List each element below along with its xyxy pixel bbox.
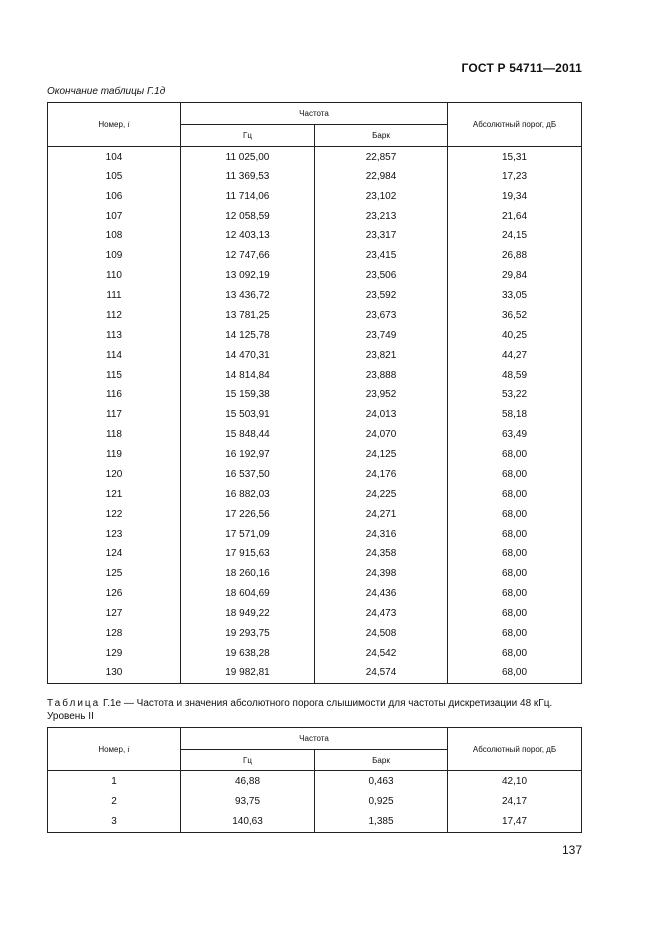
cell-bark: 23,102 bbox=[315, 186, 448, 206]
cell-threshold: 17,47 bbox=[448, 812, 582, 833]
cell-number: 112 bbox=[48, 306, 181, 326]
cell-number: 118 bbox=[48, 425, 181, 445]
cell-bark: 24,125 bbox=[315, 445, 448, 465]
cell-threshold: 68,00 bbox=[448, 544, 582, 564]
cell-threshold: 68,00 bbox=[448, 564, 582, 584]
cell-bark: 23,821 bbox=[315, 345, 448, 365]
cell-threshold: 68,00 bbox=[448, 663, 582, 683]
cell-bark: 24,436 bbox=[315, 584, 448, 604]
cell-number: 123 bbox=[48, 524, 181, 544]
column-header-threshold: Абсолютный порог, дБ bbox=[448, 103, 582, 147]
table-row bbox=[48, 365, 582, 385]
cell-threshold: 24,15 bbox=[448, 226, 582, 246]
table-2-body bbox=[48, 771, 582, 833]
cell-number: 107 bbox=[48, 206, 181, 226]
cell-bark: 24,542 bbox=[315, 643, 448, 663]
column-header-bark: Барк bbox=[315, 125, 448, 147]
table-row bbox=[48, 345, 582, 365]
cell-number: 109 bbox=[48, 246, 181, 266]
cell-threshold: 21,64 bbox=[448, 206, 582, 226]
cell-hz: 11 025,00 bbox=[181, 147, 315, 167]
cell-bark: 24,225 bbox=[315, 484, 448, 504]
cell-bark: 1,385 bbox=[315, 812, 448, 833]
cell-hz: 17 571,09 bbox=[181, 524, 315, 544]
column-header-hz: Гц bbox=[181, 750, 315, 771]
cell-hz: 16 882,03 bbox=[181, 484, 315, 504]
cell-bark: 23,415 bbox=[315, 246, 448, 266]
cell-hz: 140,63 bbox=[181, 812, 315, 833]
cell-number: 110 bbox=[48, 266, 181, 286]
document-id: ГОСТ Р 54711—2011 bbox=[461, 61, 582, 75]
table-row bbox=[48, 771, 582, 792]
table-row bbox=[48, 643, 582, 663]
cell-threshold: 58,18 bbox=[448, 405, 582, 425]
cell-number: 125 bbox=[48, 564, 181, 584]
cell-bark: 22,984 bbox=[315, 166, 448, 186]
cell-threshold: 68,00 bbox=[448, 504, 582, 524]
cell-bark: 22,857 bbox=[315, 147, 448, 167]
cell-number: 106 bbox=[48, 186, 181, 206]
cell-number: 124 bbox=[48, 544, 181, 564]
cell-hz: 18 604,69 bbox=[181, 584, 315, 604]
cell-bark: 23,213 bbox=[315, 206, 448, 226]
table-row bbox=[48, 812, 582, 833]
cell-hz: 18 260,16 bbox=[181, 564, 315, 584]
cell-bark: 24,574 bbox=[315, 663, 448, 683]
cell-threshold: 33,05 bbox=[448, 286, 582, 306]
cell-hz: 16 192,97 bbox=[181, 445, 315, 465]
cell-threshold: 53,22 bbox=[448, 385, 582, 405]
column-header-hz: Гц bbox=[181, 125, 315, 147]
table-row bbox=[48, 166, 582, 186]
cell-hz: 12 747,66 bbox=[181, 246, 315, 266]
cell-bark: 24,271 bbox=[315, 504, 448, 524]
cell-bark: 23,673 bbox=[315, 306, 448, 326]
cell-hz: 93,75 bbox=[181, 791, 315, 812]
cell-bark: 23,952 bbox=[315, 385, 448, 405]
cell-hz: 18 949,22 bbox=[181, 604, 315, 624]
cell-bark: 24,013 bbox=[315, 405, 448, 425]
cell-number: 114 bbox=[48, 345, 181, 365]
cell-bark: 23,888 bbox=[315, 365, 448, 385]
cell-hz: 46,88 bbox=[181, 771, 315, 792]
cell-hz: 11 369,53 bbox=[181, 166, 315, 186]
cell-number: 119 bbox=[48, 445, 181, 465]
cell-threshold: 68,00 bbox=[448, 524, 582, 544]
table-row bbox=[48, 663, 582, 683]
cell-threshold: 24,17 bbox=[448, 791, 582, 812]
table-row bbox=[48, 425, 582, 445]
table-row bbox=[48, 147, 582, 167]
table-row bbox=[48, 544, 582, 564]
cell-number: 111 bbox=[48, 286, 181, 306]
table-row bbox=[48, 186, 582, 206]
cell-threshold: 42,10 bbox=[448, 771, 582, 792]
column-header-frequency: Частота bbox=[181, 103, 448, 125]
table-row bbox=[48, 286, 582, 306]
table-row bbox=[48, 564, 582, 584]
cell-number: 108 bbox=[48, 226, 181, 246]
cell-number: 116 bbox=[48, 385, 181, 405]
table-2-caption-text: Г.1е — Частота и значения абсолютного порога слышимости для частоты дискретизации 48 кГц. Уровень II bbox=[47, 698, 553, 722]
cell-hz: 13 436,72 bbox=[181, 286, 315, 306]
table-row bbox=[48, 306, 582, 326]
column-header-frequency: Частота bbox=[181, 728, 448, 750]
table-row bbox=[48, 604, 582, 624]
cell-threshold: 68,00 bbox=[448, 465, 582, 485]
cell-hz: 19 638,28 bbox=[181, 643, 315, 663]
table-row bbox=[48, 246, 582, 266]
cell-threshold: 68,00 bbox=[448, 624, 582, 644]
cell-number: 128 bbox=[48, 624, 181, 644]
cell-hz: 13 092,19 bbox=[181, 266, 315, 286]
cell-number: 115 bbox=[48, 365, 181, 385]
table-2-caption bbox=[47, 697, 581, 723]
column-header-number: Номер, i bbox=[48, 103, 181, 147]
cell-number: 1 bbox=[48, 771, 181, 792]
cell-hz: 11 714,06 bbox=[181, 186, 315, 206]
cell-bark: 23,592 bbox=[315, 286, 448, 306]
table-row bbox=[48, 405, 582, 425]
table-1-caption: Окончание таблицы Г.1д bbox=[47, 86, 166, 97]
cell-bark: 24,398 bbox=[315, 564, 448, 584]
page-number: 137 bbox=[561, 843, 582, 857]
table-row bbox=[48, 504, 582, 524]
table-1-body bbox=[48, 147, 582, 684]
cell-hz: 12 058,59 bbox=[181, 206, 315, 226]
cell-hz: 19 293,75 bbox=[181, 624, 315, 644]
cell-threshold: 19,34 bbox=[448, 186, 582, 206]
cell-hz: 17 915,63 bbox=[181, 544, 315, 564]
cell-number: 2 bbox=[48, 791, 181, 812]
cell-threshold: 68,00 bbox=[448, 445, 582, 465]
cell-number: 113 bbox=[48, 325, 181, 345]
cell-hz: 17 226,56 bbox=[181, 504, 315, 524]
cell-bark: 0,925 bbox=[315, 791, 448, 812]
cell-hz: 19 982,81 bbox=[181, 663, 315, 683]
cell-hz: 15 159,38 bbox=[181, 385, 315, 405]
table-2 bbox=[47, 727, 582, 833]
cell-threshold: 68,00 bbox=[448, 584, 582, 604]
table-row bbox=[48, 524, 582, 544]
cell-hz: 14 814,84 bbox=[181, 365, 315, 385]
cell-threshold: 36,52 bbox=[448, 306, 582, 326]
table-row bbox=[48, 385, 582, 405]
cell-hz: 12 403,13 bbox=[181, 226, 315, 246]
cell-number: 129 bbox=[48, 643, 181, 663]
table-row bbox=[48, 624, 582, 644]
cell-bark: 23,506 bbox=[315, 266, 448, 286]
table-row bbox=[48, 791, 582, 812]
cell-bark: 23,317 bbox=[315, 226, 448, 246]
cell-number: 3 bbox=[48, 812, 181, 833]
cell-number: 122 bbox=[48, 504, 181, 524]
cell-threshold: 68,00 bbox=[448, 484, 582, 504]
cell-hz: 13 781,25 bbox=[181, 306, 315, 326]
cell-number: 105 bbox=[48, 166, 181, 186]
cell-hz: 15 848,44 bbox=[181, 425, 315, 445]
table-1 bbox=[47, 102, 582, 684]
cell-threshold: 29,84 bbox=[448, 266, 582, 286]
cell-number: 127 bbox=[48, 604, 181, 624]
cell-threshold: 44,27 bbox=[448, 345, 582, 365]
cell-hz: 14 125,78 bbox=[181, 325, 315, 345]
cell-threshold: 26,88 bbox=[448, 246, 582, 266]
cell-bark: 24,316 bbox=[315, 524, 448, 544]
cell-number: 126 bbox=[48, 584, 181, 604]
cell-bark: 24,070 bbox=[315, 425, 448, 445]
cell-bark: 24,508 bbox=[315, 624, 448, 644]
cell-threshold: 48,59 bbox=[448, 365, 582, 385]
cell-bark: 0,463 bbox=[315, 771, 448, 792]
table-row bbox=[48, 584, 582, 604]
column-header-bark: Барк bbox=[315, 750, 448, 771]
cell-bark: 24,473 bbox=[315, 604, 448, 624]
cell-number: 130 bbox=[48, 663, 181, 683]
cell-threshold: 40,25 bbox=[448, 325, 582, 345]
cell-bark: 24,176 bbox=[315, 465, 448, 485]
cell-hz: 16 537,50 bbox=[181, 465, 315, 485]
column-header-number: Номер, i bbox=[48, 728, 181, 771]
cell-number: 104 bbox=[48, 147, 181, 167]
cell-bark: 23,749 bbox=[315, 325, 448, 345]
cell-number: 117 bbox=[48, 405, 181, 425]
cell-number: 121 bbox=[48, 484, 181, 504]
cell-threshold: 17,23 bbox=[448, 166, 582, 186]
table-row bbox=[48, 484, 582, 504]
column-header-threshold: Абсолютный порог, дБ bbox=[448, 728, 582, 771]
cell-threshold: 68,00 bbox=[448, 604, 582, 624]
table-row bbox=[48, 445, 582, 465]
table-row bbox=[48, 226, 582, 246]
table-row bbox=[48, 325, 582, 345]
table-row bbox=[48, 465, 582, 485]
table-2-caption-label: Таблица bbox=[47, 698, 101, 709]
cell-number: 120 bbox=[48, 465, 181, 485]
table-row bbox=[48, 266, 582, 286]
table-row bbox=[48, 206, 582, 226]
cell-threshold: 15,31 bbox=[448, 147, 582, 167]
cell-hz: 14 470,31 bbox=[181, 345, 315, 365]
cell-threshold: 68,00 bbox=[448, 643, 582, 663]
cell-hz: 15 503,91 bbox=[181, 405, 315, 425]
cell-bark: 24,358 bbox=[315, 544, 448, 564]
cell-threshold: 63,49 bbox=[448, 425, 582, 445]
